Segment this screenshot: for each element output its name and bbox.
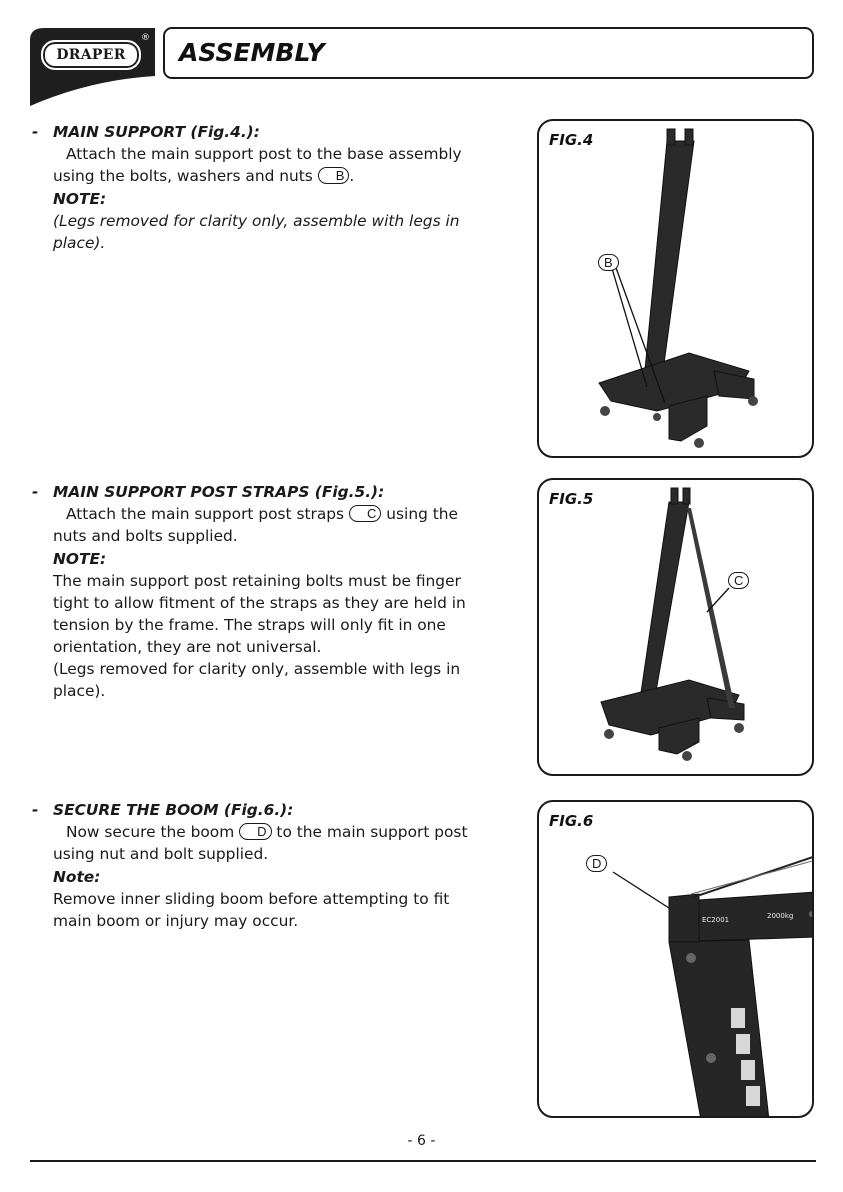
fig6-boom-joint-illustration <box>539 802 814 1118</box>
section-heading <box>32 481 482 503</box>
page-number: - 6 - <box>407 1133 436 1149</box>
instruction-body: Now secure the boom <box>66 823 235 841</box>
figure-label: FIG.5 <box>549 490 594 508</box>
bullet-dash: - <box>32 801 39 819</box>
footer-rule <box>30 1160 816 1162</box>
note-paragraph: The main support post retaining bolts must be finger tight to allow fitment of the straps as they are held in tension by the frame. The straps will only fit in one orientation, they are not universal. <box>53 572 466 656</box>
heading-text: MAIN SUPPORT (Fig.4.): <box>53 123 260 141</box>
figure-4 <box>537 119 814 458</box>
fig4-crane-base-illustration <box>539 121 814 458</box>
section-header <box>163 27 814 79</box>
bullet-dash: - <box>32 123 39 141</box>
instruction-body: Attach the main support post to the base assembly using the bolts, washers and nuts <box>53 145 462 185</box>
section-heading <box>32 121 482 143</box>
boom-capacity-text: 2000kg <box>767 912 794 920</box>
note-paragraph: (Legs removed for clarity only, assemble with legs in place). <box>53 212 460 252</box>
instruction-text <box>53 821 482 865</box>
callout-b: B <box>598 254 619 271</box>
bullet-dash: - <box>32 483 39 501</box>
instruction-tail: to the main support post using nut and bolt supplied. <box>53 823 468 863</box>
callout-marker: B <box>318 167 350 184</box>
section-heading <box>32 799 482 821</box>
draper-logo <box>41 40 141 70</box>
heading-text: MAIN SUPPORT POST STRAPS (Fig.5.): <box>53 483 385 501</box>
instruction-tail: . <box>349 167 355 185</box>
instruction-text <box>53 143 482 187</box>
figure-label: FIG.4 <box>549 131 594 149</box>
callout-d: D <box>586 855 607 872</box>
note-label: NOTE: <box>53 550 107 568</box>
callout-c: C <box>728 572 749 589</box>
note-label: NOTE: <box>53 190 107 208</box>
boom-model-text: EC2001 <box>702 916 730 924</box>
brand-name: DRAPER <box>56 47 126 63</box>
heading-text: SECURE THE BOOM (Fig.6.): <box>53 801 294 819</box>
section-main-support <box>32 121 482 254</box>
instruction-body: Attach the main support post straps <box>66 505 345 523</box>
instruction-tail: using the nuts and bolts supplied. <box>53 505 459 545</box>
fig5-crane-straps-illustration <box>539 480 814 776</box>
callout-marker: C <box>349 505 381 522</box>
callout-marker: D <box>239 823 271 840</box>
note-label: Note: <box>53 868 101 886</box>
figure-5 <box>537 478 814 776</box>
registered-mark: ® <box>141 33 150 43</box>
note-paragraph: (Legs removed for clarity only, assemble with legs in place). <box>53 660 461 700</box>
instruction-text <box>53 503 482 547</box>
section-secure-boom <box>32 799 482 932</box>
figure-6 <box>537 800 814 1118</box>
page-title: ASSEMBLY <box>179 38 325 67</box>
figure-label: FIG.6 <box>549 812 594 830</box>
section-support-post-straps <box>32 481 482 702</box>
note-paragraph: Remove inner sliding boom before attempting to fit main boom or injury may occur. <box>53 890 450 930</box>
